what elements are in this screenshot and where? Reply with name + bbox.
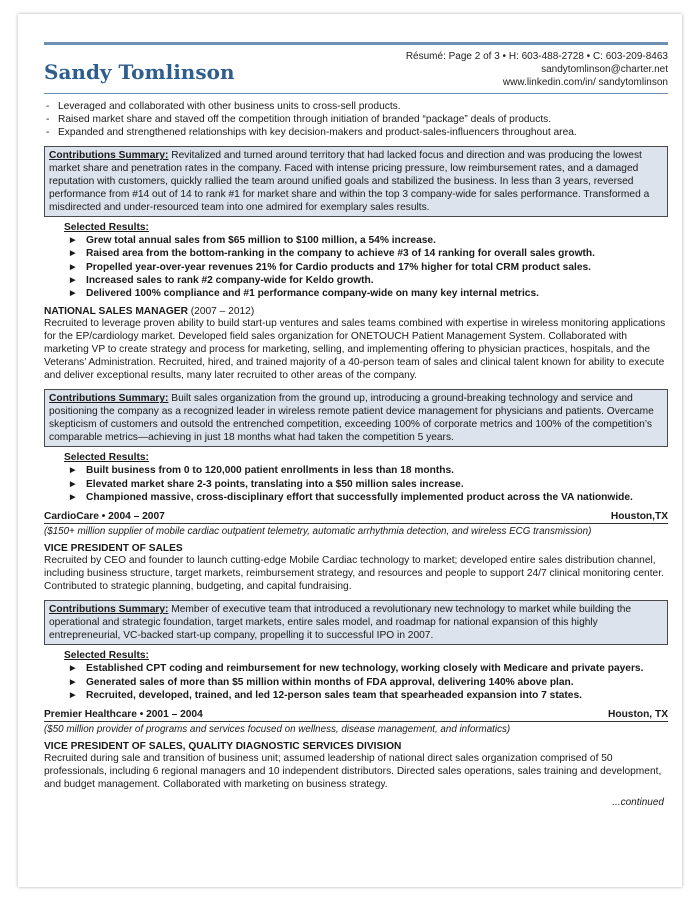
list-item: ▶ Elevated market share 2-3 points, translating into a $50 million sales increase. bbox=[68, 478, 668, 491]
continued-note: ...continued bbox=[612, 797, 664, 809]
list-item: ▶ Built business from 0 to 120,000 patient enrollments in less than 18 months. bbox=[68, 464, 668, 477]
role-dates: (2007 – 2012) bbox=[187, 306, 255, 318]
list-item: ▶ Delivered 100% compliance and #1 performance company-wide on many key internal metrics. bbox=[68, 287, 668, 300]
summary-text: Built sales organization from the ground up, introducing a ground-breaking technology and service and positioning the company as a recognized leader in wireless remote patient device management for physicians and patients. Overcame skepticism of customers and outsold the entrenched competition, exceeding 100% of corporate metrics and 100% of the competition’s comparable metrics—achieving in just 18 months what had taken the competition 5 years. bbox=[49, 393, 654, 444]
summary-label: Contributions Summary: bbox=[49, 150, 169, 161]
list-item: ▶ Recruited, developed, trained, and led 12-person sales team that spearheaded expansion into 7 states. bbox=[68, 689, 668, 702]
resume-content bbox=[44, 44, 668, 808]
company-description: ($150+ million supplier of mobile cardiac outpatient telemetry, automatic arrhythmia detection, and wireless ECG transmission) bbox=[44, 526, 592, 538]
contact-email: sandytomlinson@charter.net bbox=[541, 64, 668, 75]
list-item: - Expanded and strengthened relationships with key decision-makers and product-sales-influencers throughout area. bbox=[44, 126, 668, 139]
list-item: - Leveraged and collaborated with other business units to cross-sell products. bbox=[44, 100, 668, 113]
selected-results-heading: Selected Results: bbox=[64, 650, 149, 662]
contact-info bbox=[406, 50, 668, 89]
list-item: ▶ Increased sales to rank #2 company-wide for Keldo growth. bbox=[68, 274, 668, 287]
list-item: ▶ Raised area from the bottom-ranking in the company to achieve #3 of 14 ranking for overall sales growth. bbox=[68, 247, 668, 260]
contact-phones: Résumé: Page 2 of 3 • H: 603-488-2728 • C: 603-209-8463 bbox=[405, 51, 668, 62]
summary-label: Contributions Summary: bbox=[49, 604, 169, 616]
company-name-dates: CardioCare • 2004 – 2007 bbox=[44, 511, 165, 523]
list-item: ▶ Championed massive, cross-disciplinary effort that successfully implemented product across the VA nationwide. bbox=[68, 491, 668, 504]
list-item: ▶ Propelled year-over-year revenues 21% for Cardio products and 17% higher for total CRM product sales. bbox=[68, 261, 668, 274]
list-item: - Raised market share and staved off the competition through initiation of branded “package” deals of products. bbox=[44, 113, 668, 126]
selected-results-list bbox=[68, 234, 668, 300]
contributions-summary-box bbox=[44, 146, 668, 217]
company-description: ($50 million provider of programs and services focused on wellness, disease management, and informatics) bbox=[44, 724, 511, 736]
candidate-name: Sandy Tomlinson bbox=[44, 60, 235, 84]
role-title: VICE PRESIDENT OF SALES bbox=[44, 543, 183, 555]
resume-header bbox=[44, 50, 668, 89]
company-location: Houston, TX bbox=[608, 709, 668, 721]
role-title: NATIONAL SALES MANAGER bbox=[44, 306, 188, 318]
selected-results-list bbox=[68, 464, 668, 504]
company-heading bbox=[44, 709, 668, 722]
header-bottom-rule bbox=[44, 93, 668, 94]
company-heading bbox=[44, 511, 668, 524]
contact-linkedin: www.linkedin.com/in/ sandytomlinson bbox=[502, 77, 668, 88]
company-location: Houston,TX bbox=[610, 511, 668, 523]
list-item: ▶ Generated sales of more than $5 million within months of FDA approval, delivering 140% above plan. bbox=[68, 676, 668, 689]
company-name-dates: Premier Healthcare • 2001 – 2004 bbox=[44, 709, 203, 721]
list-item: ▶ Established CPT coding and reimbursement for new technology, working closely with Medicare and private payers. bbox=[68, 662, 668, 675]
summary-text: Member of executive team that introduced a revolutionary new technology to market while building the operational and strategic foundation, target markets, entire sales model, and roadmap for national expansion of this highly entrepreneurial, VC-backed start-up company, propelling it to successful IPO in 2007. bbox=[49, 604, 632, 642]
contributions-summary-box bbox=[44, 600, 668, 645]
list-item: ▶ Grew total annual sales from $65 million to $100 million, a 54% increase. bbox=[68, 234, 668, 247]
summary-text: Revitalized and turned around territory that had lacked focus and direction and was producing the lowest market share and penetration rates in the company. Faced with intense pricing pressure, low reimbursement rates, and a damaged reputation with customers, quickly rallied the team around unified goals and stabilized the business. In less than 3 years, reversed performance from #14 out of 14 to rank #1 for market share and within the top 3 company-wide for sales performance. Transformed a misdirected and under-resourced team into one admired for exemplary sales results. bbox=[49, 150, 650, 213]
role-description: Recruited to leverage proven ability to build start-up ventures and sales teams combined with expertise in wireless monitoring applications for the EP/cardiology market. Developed field sales organization for ONETOUCH Patient Management System. Collaborated with marketing VP to create strategy and process for marketing, selling, and implementing offering to physician practices, hospitals, and the Veterans’ Administration. Recruited, hired, and trained majority of a 40-person team of sales and clinical talent known for ability to execute and deliver exceptional results, many later recruited to other areas of the company. bbox=[44, 318, 666, 382]
summary-label: Contributions Summary: bbox=[49, 393, 169, 405]
intro-bullet-list bbox=[44, 100, 668, 139]
role-description: Recruited by CEO and founder to launch cutting-edge Mobile Cardiac technology to market; developed entire sales distribution channel, including business structure, target markets, reimbursement strategy, and resources and people to support 24/7 clinical monitoring center. Contributed to strategic planning, budgeting, and capital fundraising. bbox=[44, 555, 664, 593]
selected-results-list bbox=[68, 662, 668, 702]
resume-page bbox=[18, 14, 682, 887]
role-description: Recruited during sale and transition of business unit; assumed leadership of national direct sales organization comprised of 50 professionals, including 6 regional managers and 10 independent distributors. Directed sales operations, sales training and development, and budget management. Collaborated with marketing on business strategy. bbox=[44, 753, 662, 791]
role-heading bbox=[44, 306, 668, 317]
role-title: VICE PRESIDENT OF SALES, QUALITY DIAGNOSTIC SERVICES DIVISION bbox=[44, 741, 402, 753]
selected-results-heading: Selected Results: bbox=[64, 222, 149, 233]
contributions-summary-box bbox=[44, 389, 668, 447]
selected-results-heading: Selected Results: bbox=[64, 452, 149, 464]
